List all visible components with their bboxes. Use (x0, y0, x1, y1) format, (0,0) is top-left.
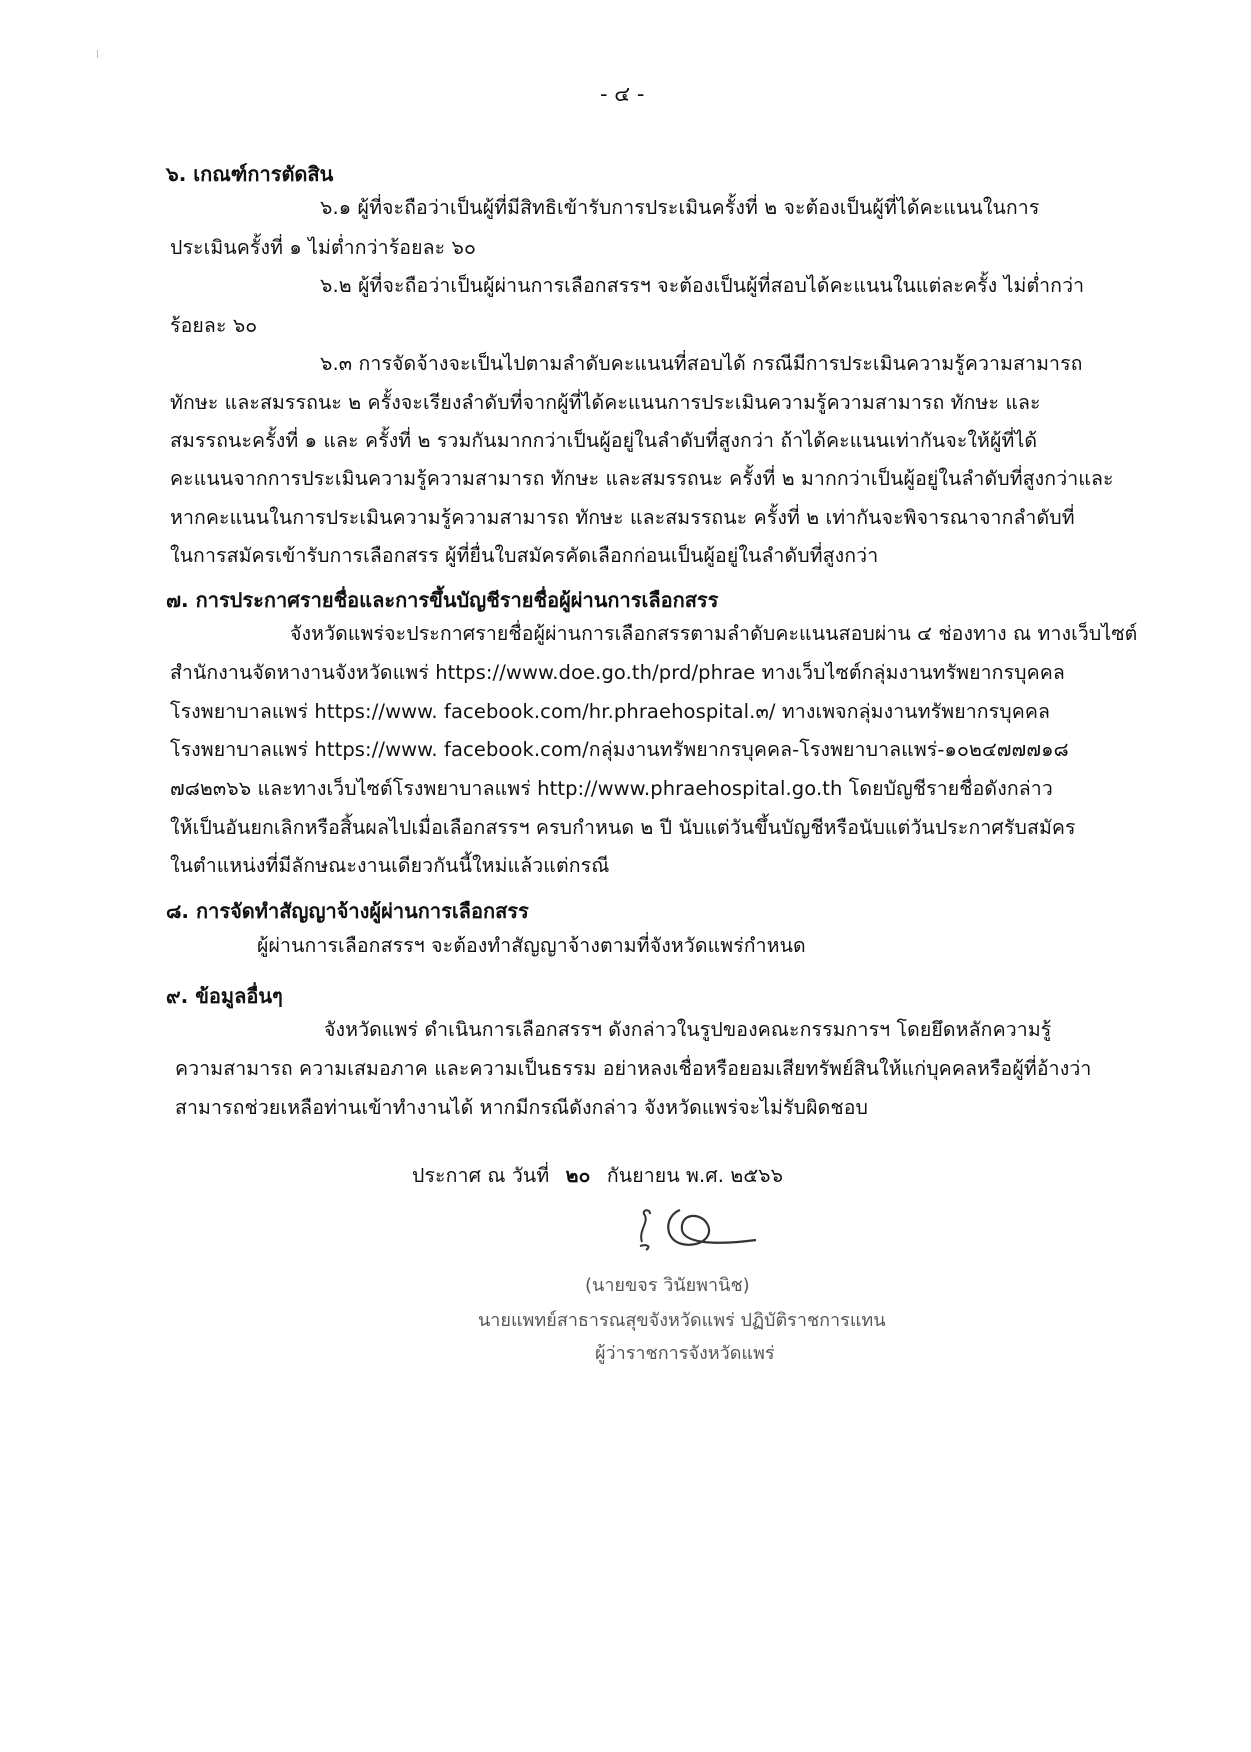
s7-line5: ๗๘๒๓๖๖ และทางเว็บไซต์โรงพยาบาลแพร่ http://www.phraehospital.go.th โดยบัญชีรายชื่อดังกล่าว (170, 777, 1053, 800)
s9-line2: ความสามารถ ความเสมอภาค และความเป็นธรรม อย่าหลงเชื่อหรือยอมเสียทรัพย์สินให้แก่บุคคลหรือผู้ที่อ้างว่า (175, 1057, 1092, 1080)
announce-day: ๒๐ (565, 1164, 591, 1187)
page-number: - ๔ - (600, 82, 645, 106)
s9-line3: สามารถช่วยเหลือท่านเข้าทำงานได้ หากมีกรณีดังกล่าว จังหวัดแพร่จะไม่รับผิดชอบ (175, 1096, 868, 1119)
handwritten-signature (620, 1200, 760, 1260)
announce-suffix: กันยายน พ.ศ. ๒๕๖๖ (606, 1164, 784, 1187)
announce-prefix: ประกาศ ณ วันที่ (412, 1164, 550, 1187)
s8-line1: ผู้ผ่านการเลือกสรรฯ จะต้องทำสัญญาจ้างตามที่จังหวัดแพร่กำหนด (257, 934, 806, 957)
s6-p1-line2: ประเมินครั้งที่ ๑ ไม่ต่ำกว่าร้อยละ ๖๐ (170, 236, 477, 259)
s7-line7: ในตำแหน่งที่มีลักษณะงานเดียวกันนี้ใหม่แล้วแต่กรณี (170, 854, 610, 877)
s6-p2-line1: ๖.๒ ผู้ที่จะถือว่าเป็นผู้ผ่านการเลือกสรรฯ จะต้องเป็นผู้ที่สอบได้คะแนนในแต่ละครั้ง ไม่ต่ำกว่า (320, 274, 1085, 297)
s6-p3-line1: ๖.๓ การจัดจ้างจะเป็นไปตามลำดับคะแนนที่สอบได้ กรณีมีการประเมินความรู้ความสามารถ (320, 352, 1083, 375)
s6-p1-line1: ๖.๑ ผู้ที่จะถือว่าเป็นผู้ที่มีสิทธิเข้ารับการประเมินครั้งที่ ๒ จะต้องเป็นผู้ที่ได้คะแนนในการ (320, 196, 1040, 219)
s6-p3-line6: ในการสมัครเข้ารับการเลือกสรร ผู้ที่ยื่นใบสมัครคัดเลือกก่อนเป็นผู้อยู่ในลำดับที่สูงกว่า (170, 544, 879, 567)
s7-line6: ให้เป็นอันยกเลิกหรือสิ้นผลไปเมื่อเลือกสรรฯ ครบกำหนด ๒ ปี นับแต่วันขึ้นบัญชีหรือนับแต่วันประกาศรับสมัคร (170, 816, 1076, 839)
announce-date (412, 1160, 783, 1191)
s9-line1: จังหวัดแพร่ ดำเนินการเลือกสรรฯ ดังกล่าวในรูปของคณะกรรมการฯ โดยยึดหลักความรู้ (324, 1018, 1052, 1041)
s7-line1: จังหวัดแพร่จะประกาศรายชื่อผู้ผ่านการเลือกสรรตามลำดับคะแนนสอบผ่าน ๔ ช่องทาง ณ ทางเว็บไซต์ (290, 622, 1138, 645)
s6-p3-line4: คะแนนจากการประเมินความรู้ความสามารถ ทักษะ และสมรรถนะ ครั้งที่ ๒ มากกว่าเป็นผู้อยู่ในลำดับที่สูงกว่าและ (170, 467, 1114, 490)
section-8-heading: ๘. การจัดทำสัญญาจ้างผู้ผ่านการเลือกสรร (166, 899, 529, 923)
section-9-heading: ๙. ข้อมูลอื่นๆ (166, 984, 283, 1008)
signatory-position: นายแพทย์สาธารณสุขจังหวัดแพร่ ปฏิบัติราชการแทน (478, 1310, 886, 1331)
s6-p3-line3: สมรรถนะครั้งที่ ๑ และ ครั้งที่ ๒ รวมกันมากกว่าเป็นผู้อยู่ในลำดับที่สูงกว่า ถ้าได้คะแนนเท่ากันจะให้ผู้ที่ได้ (170, 429, 1038, 452)
scan-mark (97, 50, 98, 58)
section-6-heading: ๖. เกณฑ์การตัดสิน (166, 162, 334, 186)
signatory-position-2: ผู้ว่าราชการจังหวัดแพร่ (595, 1343, 775, 1364)
s7-line4: โรงพยาบาลแพร่ https://www. facebook.com/กลุ่มงานทรัพยากรบุคคล-โรงพยาบาลแพร่-๑๐๒๔๗๗๗๑๘ (170, 738, 1069, 761)
s7-line3: โรงพยาบาลแพร่ https://www. facebook.com/hr.phraehospital.๓/ ทางเพจกลุ่มงานทรัพยากรบุคคล (170, 700, 1051, 723)
s6-p3-line5: หากคะแนนในการประเมินความรู้ความสามารถ ทักษะ และสมรรถนะ ครั้งที่ ๒ เท่ากันจะพิจารณาจากลำดับที่ (170, 506, 1075, 529)
s7-line2: สำนักงานจัดหางานจังหวัดแพร่ https://www.doe.go.th/prd/phrae ทางเว็บไซต์กลุ่มงานทรัพยากรบุคคล (170, 661, 1065, 684)
signatory-name: (นายขจร วินัยพานิช) (585, 1275, 750, 1296)
section-7-heading: ๗. การประกาศรายชื่อและการขึ้นบัญชีรายชื่อผู้ผ่านการเลือกสรร (166, 588, 719, 612)
s6-p3-line2: ทักษะ และสมรรถนะ ๒ ครั้งจะเรียงลำดับที่จากผู้ที่ได้คะแนนการประเมินความรู้ความสามารถ ทักษะ และ (170, 391, 1041, 414)
s6-p2-line2: ร้อยละ ๖๐ (170, 314, 258, 337)
